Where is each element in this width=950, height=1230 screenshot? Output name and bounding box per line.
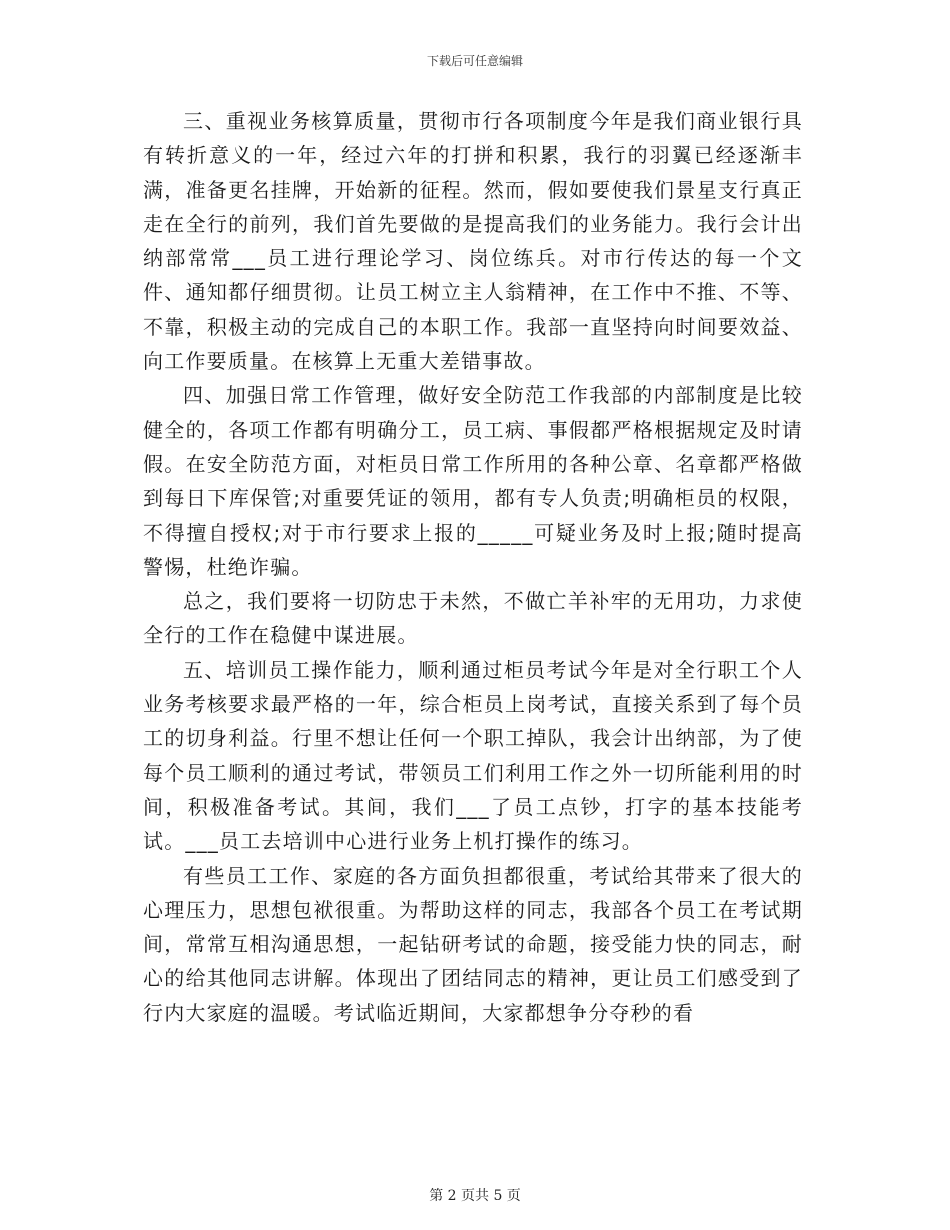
page-header	[0, 52, 950, 69]
page-number: 第 2 页共 5 页	[429, 1188, 521, 1204]
document-body	[143, 104, 803, 1030]
header-note: 下载后可任意编辑	[426, 54, 523, 68]
paragraph-summary: 总之，我们要将一切防忠于未然，不做亡羊补牢的无用功，力求使全行的工作在稳健中谋进展。	[143, 589, 803, 648]
paragraph-section-three: 三、重视业务核算质量，贯彻市行各项制度今年是我们商业银行具有转折意义的一年，经过六年的打拼和积累，我行的羽翼已经逐渐丰满，准备更名挂牌，开始新的征程。然而，假如要使我们景星支行真正走在全行的前列，我们首先要做的是提高我们的业务能力。我行会计出纳部常常___员工进行理论学习、岗位练兵。对市行传达的每一个文件、通知都仔细贯彻。让员工树立主人翁精神，在工作中不推、不等、不靠，积极主动的完成自己的本职工作。我部一直坚持向时间要效益、向工作要质量。在核算上无重大差错事故。	[143, 109, 803, 374]
page-footer	[0, 1185, 950, 1205]
paragraph-exam-support: 有些员工工作、家庭的各方面负担都很重，考试给其带来了很大的心理压力，思想包袱很重。为帮助这样的同志，我部各个员工在考试期间，常常互相沟通思想，一起钻研考试的命题，接受能力快的同志，耐心的给其他同志讲解。体现出了团结同志的精神，更让员工们感受到了行内大家庭的温暖。考试临近期间，大家都想争分夺秒的看	[143, 863, 803, 1025]
paragraph-section-five: 五、培训员工操作能力，顺利通过柜员考试今年是对全行职工个人业务考核要求最严格的一年，综合柜员上岗考试，直接关系到了每个员工的切身利益。行里不想让任何一个职工掉队，我会计出纳部，为了使每个员工顺利的通过考试，带领员工们利用工作之外一切所能利用的时间，积极准备考试。其间，我们___了员工点钞，打字的基本技能考试。___员工去培训中心进行业务上机打操作的练习。	[143, 657, 803, 854]
paragraph-section-four: 四、加强日常工作管理，做好安全防范工作我部的内部制度是比较健全的，各项工作都有明确分工，员工病、事假都严格根据规定及时请假。在安全防范方面，对柜员日常工作所用的各种公章、名章都严格做到每日下库保管;对重要凭证的领用，都有专人负责;明确柜员的权限，不得擅自授权;对于市行要求上报的_____可疑业务及时上报;随时提高警惕，杜绝诈骗。	[143, 383, 803, 579]
